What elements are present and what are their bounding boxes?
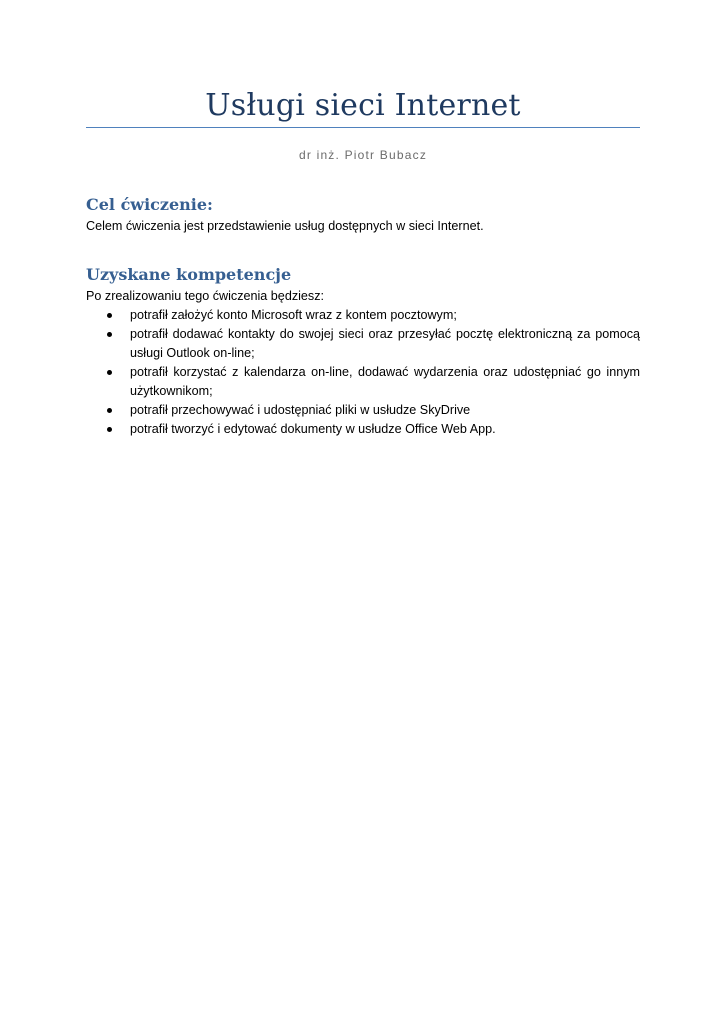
section-heading-goal: Cel ćwiczenie:	[86, 195, 213, 214]
bullet-icon	[107, 332, 112, 337]
bullet-icon	[107, 370, 112, 375]
list-item	[86, 325, 640, 363]
section-text-competencies: Po zrealizowaniu tego ćwiczenia będziesz:	[86, 289, 325, 303]
title-underline	[86, 127, 640, 128]
list-item-text: potrafił założyć konto Microsoft wraz z kontem pocztowym;	[130, 308, 457, 322]
list-item	[86, 306, 640, 325]
list-item-text: potrafił tworzyć i edytować dokumenty w usłudze Office Web App.	[130, 422, 496, 436]
section-heading-competencies: Uzyskane kompetencje	[86, 265, 292, 284]
document-author: dr inż. Piotr Bubacz	[298, 148, 428, 162]
list-item	[86, 420, 640, 439]
section-text-goal: Celem ćwiczenia jest przedstawienie usług dostępnych w sieci Internet.	[86, 219, 484, 233]
document-title: Usługi sieci Internet	[205, 88, 521, 123]
list-item	[86, 401, 640, 420]
competencies-list	[86, 306, 640, 439]
bullet-icon	[107, 427, 112, 432]
list-item-text: potrafił dodawać kontakty do swojej sieci oraz przesyłać pocztę elektroniczną za pomocą usługi Outlook on-line;	[130, 327, 640, 360]
list-item-text: potrafił przechowywać i udostępniać pliki w usłudze SkyDrive	[130, 403, 471, 417]
bullet-icon	[107, 313, 112, 318]
bullet-icon	[107, 408, 112, 413]
list-item-text: potrafił korzystać z kalendarza on-line, dodawać wydarzenia oraz udostępniać go innym użytkownikom;	[130, 365, 640, 398]
list-item	[86, 363, 640, 401]
